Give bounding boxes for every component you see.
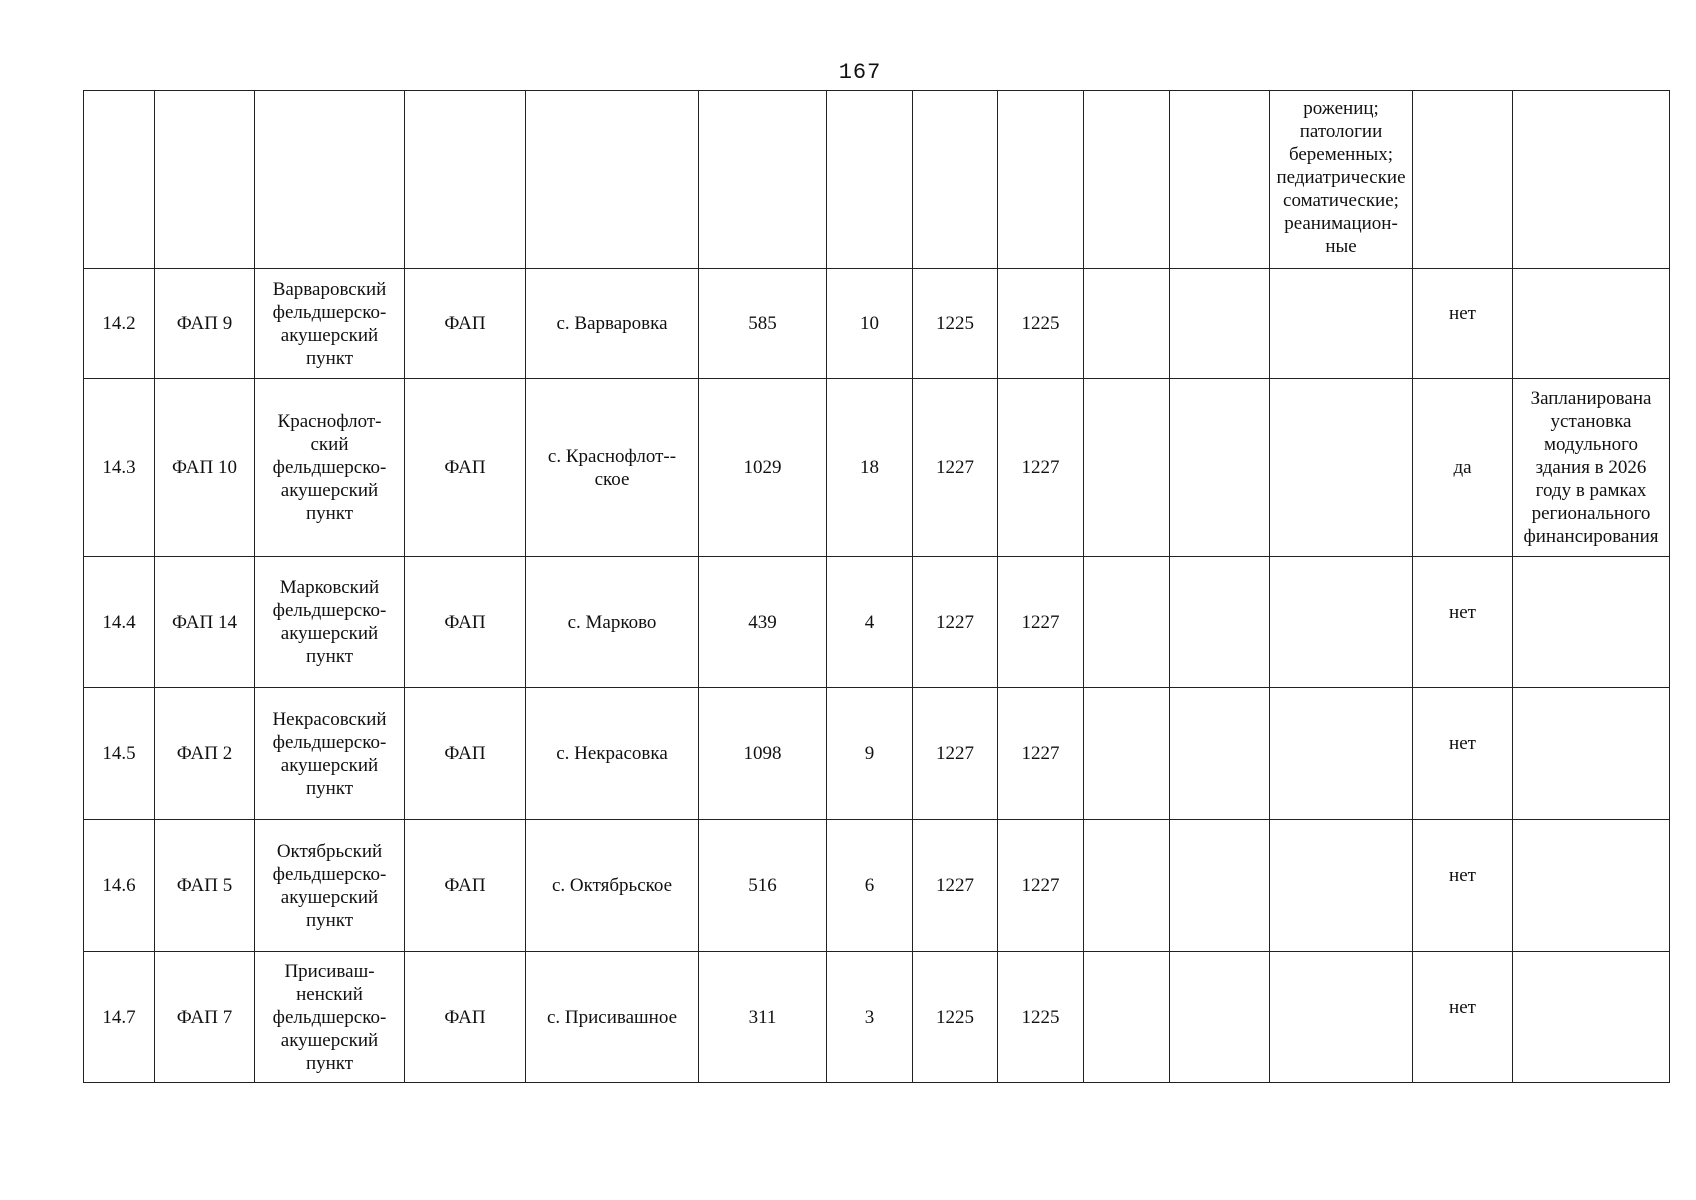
cell-empty: [1413, 91, 1513, 269]
cell-flag: [1413, 688, 1513, 820]
flag-text: нет: [1449, 865, 1476, 886]
cell-empty: [1170, 820, 1270, 952]
cell-value-2: 1227: [998, 688, 1084, 820]
table-body: [84, 91, 1670, 1083]
cell-code: ФАП 7: [155, 952, 255, 1083]
cell-value-1: 1227: [913, 688, 998, 820]
cell-empty: [1270, 952, 1413, 1083]
cell-empty: [699, 91, 827, 269]
cell-number: 14.7: [84, 952, 155, 1083]
cell-staff: 3: [827, 952, 913, 1083]
cell-note: [1513, 557, 1670, 688]
cell-value-1: 1225: [913, 269, 998, 379]
flag-text: нет: [1449, 601, 1476, 623]
cell-facility-name: Присиваш- ненский фельдшерско- акушерский пункт: [255, 952, 405, 1083]
cell-value-2: 1225: [998, 952, 1084, 1083]
cell-empty: [84, 91, 155, 269]
cell-empty: [1170, 269, 1270, 379]
cell-empty: [1270, 688, 1413, 820]
cell-empty: [255, 91, 405, 269]
cell-empty: [1170, 557, 1270, 688]
cell-population: 1098: [699, 688, 827, 820]
cell-empty: [1084, 269, 1170, 379]
table-row: [84, 269, 1670, 379]
page-number: 167: [838, 60, 882, 85]
cell-empty: [1513, 91, 1670, 269]
flag-text: нет: [1449, 733, 1476, 754]
cell-empty: [1084, 820, 1170, 952]
cell-empty: [1084, 688, 1170, 820]
cell-type: ФАП: [405, 688, 526, 820]
cell-empty: [1170, 379, 1270, 557]
cell-value-2: 1225: [998, 269, 1084, 379]
cell-empty: [1084, 952, 1170, 1083]
cell-note: [1513, 820, 1670, 952]
flag-text: нет: [1449, 996, 1476, 1018]
cell-type: ФАП: [405, 557, 526, 688]
table-row: [84, 379, 1670, 557]
cell-flag: [1413, 952, 1513, 1083]
cell-empty: [1170, 91, 1270, 269]
table-row: [84, 952, 1670, 1083]
table-row: [84, 688, 1670, 820]
cell-empty: [1270, 557, 1413, 688]
cell-empty: [1170, 688, 1270, 820]
facilities-table: [83, 90, 1670, 1083]
cell-empty: [155, 91, 255, 269]
cell-type: ФАП: [405, 379, 526, 557]
cell-location: с. Октябрьское: [526, 820, 699, 952]
cell-location: с. Присивашное: [526, 952, 699, 1083]
cell-population: 585: [699, 269, 827, 379]
cell-type: ФАП: [405, 269, 526, 379]
flag-text: нет: [1449, 303, 1476, 324]
cell-type: ФАП: [405, 952, 526, 1083]
cell-code: ФАП 5: [155, 820, 255, 952]
table-row: [84, 820, 1670, 952]
cell-facility-name: Краснофлот- ский фельдшерско- акушерский пункт: [255, 379, 405, 557]
cell-facility-name: Варваровский фельдшерско- акушерский пункт: [255, 269, 405, 379]
cell-empty: [1270, 379, 1413, 557]
cell-empty: [1084, 557, 1170, 688]
cell-facility-name: Некрасовский фельдшерско- акушерский пункт: [255, 688, 405, 820]
cell-empty: [827, 91, 913, 269]
cell-flag: [1413, 820, 1513, 952]
cell-staff: 6: [827, 820, 913, 952]
cell-empty: [998, 91, 1084, 269]
cell-flag: да: [1413, 379, 1513, 557]
cell-note: [1513, 269, 1670, 379]
cell-note: [1513, 688, 1670, 820]
cell-empty: [405, 91, 526, 269]
cell-empty: [913, 91, 998, 269]
cell-code: ФАП 14: [155, 557, 255, 688]
cell-flag: [1413, 557, 1513, 688]
cell-staff: 18: [827, 379, 913, 557]
cell-population: 311: [699, 952, 827, 1083]
cell-population: 516: [699, 820, 827, 952]
cell-staff: 10: [827, 269, 913, 379]
cell-empty: [1170, 952, 1270, 1083]
cell-note: Запланирована установка модульного здания в 2026 году в рамках регионального финансирования: [1513, 379, 1670, 557]
cell-location: с. Некрасовка: [526, 688, 699, 820]
cell-number: 14.6: [84, 820, 155, 952]
cell-value-1: 1227: [913, 557, 998, 688]
cell-departments-continued: рожениц; патологии беременных; педиатрические соматические; реанимацион- ные: [1270, 91, 1413, 269]
cell-location: с. Варваровка: [526, 269, 699, 379]
cell-value-2: 1227: [998, 820, 1084, 952]
cell-population: 1029: [699, 379, 827, 557]
cell-number: 14.5: [84, 688, 155, 820]
cell-location: с. Краснофлот-- ское: [526, 379, 699, 557]
cell-code: ФАП 2: [155, 688, 255, 820]
cell-empty: [1270, 269, 1413, 379]
cell-empty: [1084, 379, 1170, 557]
cell-empty: [1084, 91, 1170, 269]
cell-code: ФАП 9: [155, 269, 255, 379]
cell-number: 14.2: [84, 269, 155, 379]
cell-facility-name: Октябрьский фельдшерско- акушерский пункт: [255, 820, 405, 952]
cell-value-2: 1227: [998, 557, 1084, 688]
cell-type: ФАП: [405, 820, 526, 952]
cell-empty: [526, 91, 699, 269]
cell-number: 14.3: [84, 379, 155, 557]
cell-value-1: 1227: [913, 820, 998, 952]
cell-value-1: 1225: [913, 952, 998, 1083]
cell-staff: 9: [827, 688, 913, 820]
cell-facility-name: Марковский фельдшерско- акушерский пункт: [255, 557, 405, 688]
cell-value-2: 1227: [998, 379, 1084, 557]
cell-empty: [1270, 820, 1413, 952]
cell-value-1: 1227: [913, 379, 998, 557]
cell-location: с. Марково: [526, 557, 699, 688]
cell-note: [1513, 952, 1670, 1083]
cell-staff: 4: [827, 557, 913, 688]
table-row: [84, 557, 1670, 688]
cell-code: ФАП 10: [155, 379, 255, 557]
cell-flag: [1413, 269, 1513, 379]
table-row-continuation: [84, 91, 1670, 269]
cell-population: 439: [699, 557, 827, 688]
cell-number: 14.4: [84, 557, 155, 688]
